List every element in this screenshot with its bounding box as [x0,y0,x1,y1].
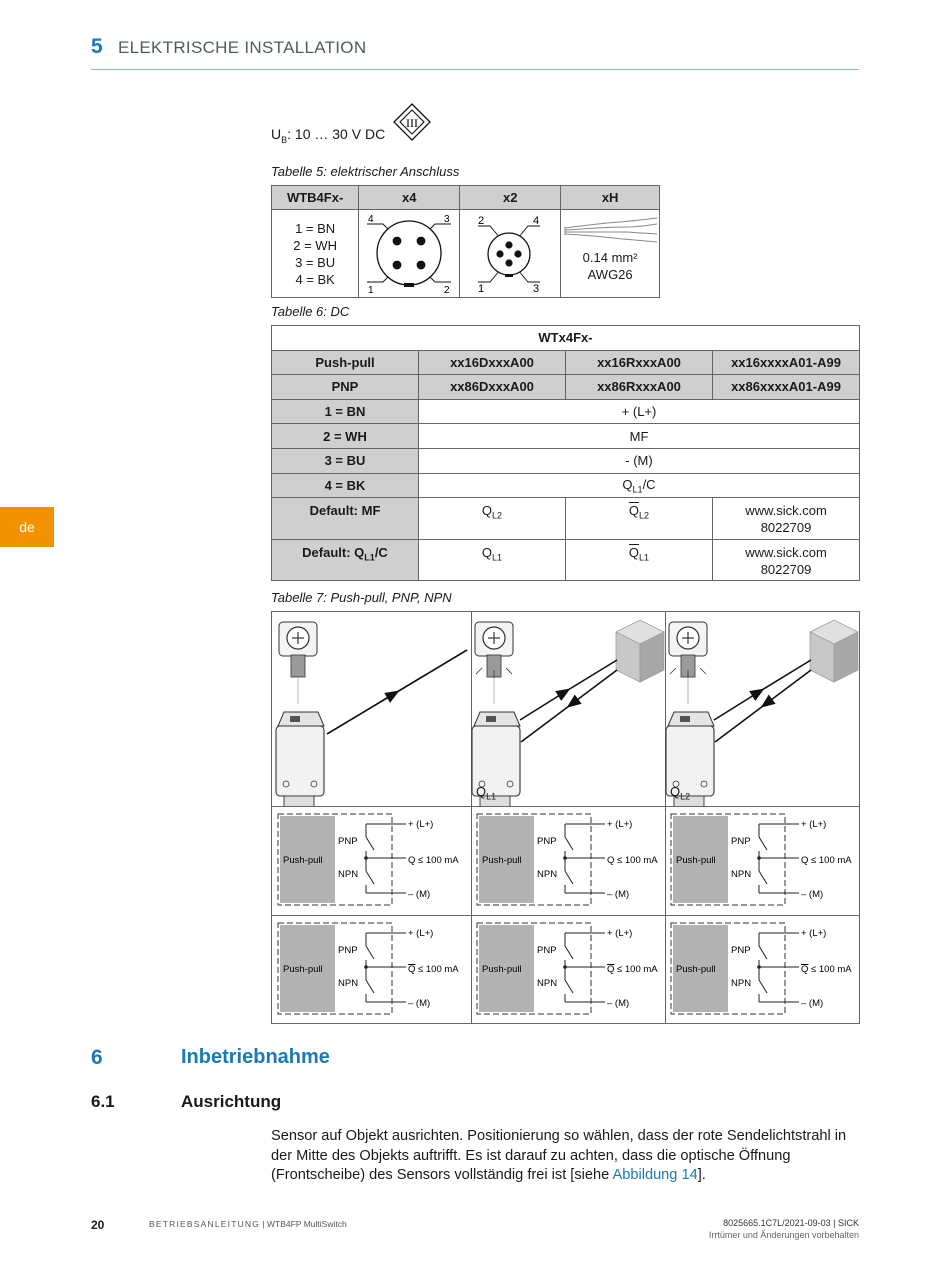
circuit-diagram [667,916,863,1024]
x4-pin-label: 3 [444,214,450,225]
minus-label: – (M) [801,998,824,1009]
plus-label: + (L+) [408,819,434,830]
npn-label: NPN [731,869,752,880]
push-pull-label: Push-pull [482,855,522,866]
npn-label: NPN [338,978,359,989]
disclaimer: Irrtümer und Änderungen vorbehalten [708,1230,859,1240]
q-sub: L2 [639,510,650,521]
t6-row-label: 1 = BN [272,399,419,424]
t6-row-label: 4 = BK [272,473,419,498]
doc-number: 8025665.1C7L/2021-09-03 | SICK [723,1218,859,1228]
minus-label: – (M) [408,998,431,1009]
t6-cell: MF [419,424,860,449]
q-sub: L1 [492,552,503,563]
q-symbol: Q [622,476,633,492]
x2-pin-label: 3 [533,283,540,294]
pin-list [272,210,359,298]
doc-title: BETRIEBSANLEITUNG | WTB4FP MultiSwitch [149,1219,347,1229]
circuit-diagram [473,807,669,915]
cable-cross-section: 0.14 mm² [582,249,638,265]
section-title: Inbetriebnahme [181,1046,330,1068]
t6-row-label: PNP [272,375,419,400]
npn-label: NPN [338,869,359,880]
t6-cell: xx16xxxxA01-A99 [713,350,860,375]
web-link[interactable]: www.sick.com [745,503,827,519]
t6-cell: + (L+) [419,399,860,424]
t6-cell [419,498,566,540]
q-sub: L2 [492,510,503,521]
x4-connector-icon [359,210,459,294]
plus-label: + (L+) [801,819,827,830]
x4-pin-label: 2 [444,285,450,294]
language-tab[interactable]: de [0,507,54,547]
t6-cell: xx16RxxxA00 [566,350,713,375]
t6-cell: xx86DxxxA00 [419,375,566,400]
x4-pin-label: 1 [368,285,374,294]
npn-label: NPN [731,978,752,989]
protection-class-icon [392,102,432,142]
plus-label: + (L+) [408,928,434,939]
t6-cell [713,498,860,540]
cable-awg: AWG26 [587,266,633,282]
x4-connector [359,210,460,298]
t5-header: x4 [359,186,460,210]
pin-item: 4 = BK [295,271,335,287]
pnp-label: PNP [338,836,358,847]
minus-label: – (M) [408,889,431,900]
plus-label: + (L+) [801,928,827,939]
q-bar-symbol: $\overline{Q}$ [628,544,640,560]
t6-row-label: 3 = BU [272,448,419,473]
chapter-number: 5 [91,35,103,58]
minus-label: – (M) [607,998,630,1009]
x2-pin-label: 1 [478,283,485,294]
pnp-label: PNP [537,945,557,956]
x4-pin-label: 4 [368,214,374,225]
part-number: 8022709 [760,520,812,536]
t6-cell [566,498,713,540]
x2-connector-icon [460,210,560,294]
label-b: /C [374,544,388,560]
switching-table [271,611,860,1024]
t6-cell [566,539,713,581]
label-a: Default: Q [302,544,365,560]
circuit-diagram [274,807,470,915]
q-output-label: Q ≤ 100 mA [408,964,459,975]
figure-link[interactable]: Abbildung 14 [612,1167,698,1183]
t6-cell: xx16DxxxA00 [419,350,566,375]
t6-cell: xx86xxxxA01-A99 [713,375,860,400]
circuit-diagram [667,807,863,915]
section-number: 6 [91,1046,103,1069]
q-symbol: Q [481,503,493,519]
push-pull-label: Push-pull [283,964,323,975]
pin-item: 3 = BU [295,254,336,270]
subsection-number: 6.1 [91,1092,115,1111]
x2-pin-label: 2 [478,215,485,227]
t6-row-label: Push-pull [272,350,419,375]
npn-label: NPN [537,869,558,880]
t6-cell [419,473,860,498]
supply-u: U [271,126,282,142]
q-sub: L1 [639,552,650,563]
t6-row-label: 2 = WH [272,424,419,449]
sensor-illustrations [272,612,861,806]
body-paragraph [271,1127,861,1186]
pnp-label: PNP [338,945,358,956]
t6-cell [419,539,566,581]
q-output-label: Q ≤ 100 mA [801,855,852,866]
t6-title: WTx4Fx- [272,326,860,351]
supply-voltage [271,126,385,145]
chapter-title: ELEKTRISCHE INSTALLATION [118,38,367,57]
t5-header: WTB4Fx- [272,186,359,210]
dc-table [271,325,860,581]
supply-sub: B [281,134,288,145]
table7-caption: Tabelle 7: Push-pull, PNP, NPN [271,590,452,605]
web-link[interactable]: www.sick.com [745,544,827,560]
t6-cell [713,539,860,581]
push-pull-label: Push-pull [676,964,716,975]
plus-label: + (L+) [607,928,633,939]
subsection-title: Ausrichtung [181,1092,282,1111]
q-output-label: Q ≤ 100 mA [408,855,459,866]
t5-header: x2 [460,186,561,210]
label-sub: L1 [364,552,375,563]
t6-cell: xx86RxxxA00 [566,375,713,400]
q-sub: L1 [632,484,643,495]
q-output-label: Q ≤ 100 mA [607,964,658,975]
table6-caption: Tabelle 6: DC [271,304,350,319]
xh-cable [561,210,660,298]
push-pull-label: Push-pull [283,855,323,866]
pnp-label: PNP [731,945,751,956]
q-label-l1: $Q_{L1}$ [476,784,497,802]
plus-label: + (L+) [607,819,633,830]
paragraph-text: Sensor auf Objekt ausrichten. Positionierung so wählen, dass der rote Sendelichtstrahl in der Mitte des Objekts auftrifft. Es ist darauf zu achten, dass die optische Öffnung (Frontscheibe) des Sensors vollständig frei ist [siehe [271,1128,847,1183]
page-header [91,34,859,70]
x2-connector [460,210,561,298]
t6-cell: - (M) [419,448,860,473]
q-bar-symbol: $\overline{Q}$ [628,503,640,519]
paragraph-end: ]. [697,1167,706,1183]
push-pull-label: Push-pull [676,855,716,866]
pin-item: 1 = BN [295,220,336,236]
circuit-diagram [274,916,470,1024]
pnp-label: PNP [731,836,751,847]
minus-label: – (M) [607,889,630,900]
q-output-label: Q ≤ 100 mA [607,855,658,866]
protection-class-label: III [406,116,418,130]
npn-label: NPN [537,978,558,989]
cable-icon [561,214,661,244]
circuit-diagram [473,916,669,1024]
pnp-label: PNP [537,836,557,847]
connection-table [271,185,660,298]
t6-row-label: Default: MF [272,498,419,540]
q-label-l2: $Q_{L2}$ [670,784,691,802]
t5-header: xH [561,186,660,210]
page-number: 20 [91,1218,105,1232]
minus-label: – (M) [801,889,824,900]
push-pull-label: Push-pull [482,964,522,975]
supply-value: : 10 … 30 V DC [287,126,386,142]
part-number: 8022709 [760,561,812,577]
x2-pin-label: 4 [533,215,540,227]
q-rest: /C [642,476,656,492]
pin-item: 2 = WH [293,237,337,253]
q-symbol: Q [481,544,493,560]
table5-caption: Tabelle 5: elektrischer Anschluss [271,164,460,179]
t6-row-label [272,539,419,581]
q-output-label: Q ≤ 100 mA [801,964,852,975]
